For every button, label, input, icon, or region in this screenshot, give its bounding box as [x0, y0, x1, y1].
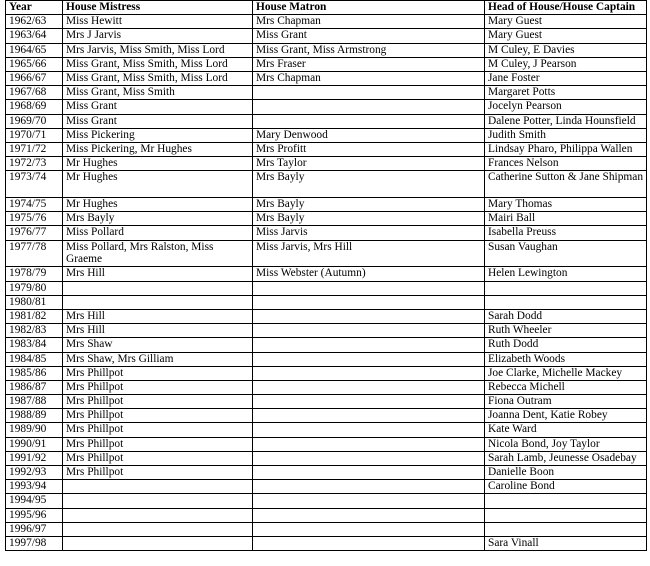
cell-head-of-house: Mary Guest: [485, 29, 647, 43]
house-staff-table: [5, 0, 647, 551]
cell-year: 1963/64: [6, 29, 63, 43]
cell-house-mistress: Mrs Phillpot: [63, 395, 253, 409]
cell-year: 1966/67: [6, 71, 63, 85]
cell-house-matron: [253, 423, 485, 437]
cell-house-matron: [253, 451, 485, 465]
table-row: [6, 71, 647, 85]
cell-house-matron: [253, 324, 485, 338]
cell-house-mistress: Miss Pickering: [63, 128, 253, 142]
cell-house-matron: [253, 522, 485, 536]
cell-year: 1971/72: [6, 142, 63, 156]
cell-year: 1987/88: [6, 395, 63, 409]
cell-house-matron: [253, 437, 485, 451]
table-row: [6, 100, 647, 114]
cell-house-matron: [253, 409, 485, 423]
house-staff-table-container: [5, 0, 647, 551]
cell-house-mistress: [63, 281, 253, 295]
cell-head-of-house: Susan Vaughan: [485, 240, 647, 267]
table-row: [6, 395, 647, 409]
cell-head-of-house: Sarah Lamb, Jeunesse Osadebay: [485, 451, 647, 465]
cell-house-matron: [253, 100, 485, 114]
cell-head-of-house: Sara Vinall: [485, 536, 647, 550]
cell-year: 1964/65: [6, 43, 63, 57]
table-row: [6, 494, 647, 508]
cell-house-matron: [253, 395, 485, 409]
cell-year: 1974/75: [6, 198, 63, 212]
table-row: [6, 338, 647, 352]
table-header: [6, 1, 647, 15]
cell-year: 1976/77: [6, 226, 63, 240]
header-row: [6, 1, 647, 15]
cell-year: 1996/97: [6, 522, 63, 536]
cell-head-of-house: [485, 522, 647, 536]
cell-year: 1982/83: [6, 324, 63, 338]
cell-house-mistress: Mrs Hill: [63, 324, 253, 338]
cell-house-matron: Mrs Chapman: [253, 71, 485, 85]
cell-head-of-house: M Culey, J Pearson: [485, 57, 647, 71]
cell-head-of-house: [485, 494, 647, 508]
cell-year: 1981/82: [6, 309, 63, 323]
table-row: [6, 57, 647, 71]
cell-head-of-house: Dalene Potter, Linda Hounsfield: [485, 114, 647, 128]
cell-house-matron: Mrs Profitt: [253, 142, 485, 156]
cell-house-matron: [253, 480, 485, 494]
cell-house-mistress: Mrs Phillpot: [63, 466, 253, 480]
table-row: [6, 212, 647, 226]
table-row: [6, 281, 647, 295]
cell-year: 1989/90: [6, 423, 63, 437]
table-row: [6, 43, 647, 57]
cell-head-of-house: Joe Clarke, Michelle Mackey: [485, 366, 647, 380]
cell-house-mistress: Mrs Bayly: [63, 212, 253, 226]
cell-house-mistress: Mr Hughes: [63, 171, 253, 198]
table-row: [6, 352, 647, 366]
table-row: [6, 437, 647, 451]
table-row: [6, 508, 647, 522]
table-row: [6, 466, 647, 480]
cell-head-of-house: Elizabeth Woods: [485, 352, 647, 366]
cell-year: 1984/85: [6, 352, 63, 366]
table-row: [6, 142, 647, 156]
cell-year: 1970/71: [6, 128, 63, 142]
cell-house-mistress: Mrs Phillpot: [63, 423, 253, 437]
cell-year: 1991/92: [6, 451, 63, 465]
cell-house-mistress: Miss Pollard: [63, 226, 253, 240]
cell-house-matron: Mrs Bayly: [253, 171, 485, 198]
cell-house-mistress: Mrs Hill: [63, 309, 253, 323]
cell-head-of-house: Rebecca Michell: [485, 380, 647, 394]
cell-year: 1988/89: [6, 409, 63, 423]
cell-house-matron: [253, 508, 485, 522]
cell-house-mistress: Miss Hewitt: [63, 15, 253, 29]
cell-house-mistress: [63, 494, 253, 508]
cell-house-mistress: Mrs J Jarvis: [63, 29, 253, 43]
cell-year: 1995/96: [6, 508, 63, 522]
table-row: [6, 240, 647, 267]
header-house-mistress: House Mistress: [63, 1, 253, 15]
cell-head-of-house: Margaret Potts: [485, 86, 647, 100]
cell-house-matron: Mrs Fraser: [253, 57, 485, 71]
cell-year: 1986/87: [6, 380, 63, 394]
cell-house-matron: Miss Jarvis, Mrs Hill: [253, 240, 485, 267]
cell-house-mistress: Miss Grant, Miss Smith, Miss Lord: [63, 57, 253, 71]
table-row: [6, 226, 647, 240]
cell-year: 1993/94: [6, 480, 63, 494]
cell-year: 1985/86: [6, 366, 63, 380]
cell-head-of-house: [485, 295, 647, 309]
table-row: [6, 409, 647, 423]
cell-year: 1994/95: [6, 494, 63, 508]
table-row: [6, 86, 647, 100]
table-row: [6, 267, 647, 281]
cell-house-mistress: Mr Hughes: [63, 157, 253, 171]
cell-head-of-house: Jocelyn Pearson: [485, 100, 647, 114]
cell-house-mistress: Miss Grant: [63, 114, 253, 128]
cell-head-of-house: Ruth Dodd: [485, 338, 647, 352]
cell-house-matron: [253, 295, 485, 309]
cell-house-mistress: Miss Pollard, Mrs Ralston, Miss Graeme: [63, 240, 253, 267]
cell-head-of-house: Frances Nelson: [485, 157, 647, 171]
cell-house-matron: [253, 366, 485, 380]
cell-house-mistress: [63, 295, 253, 309]
cell-house-mistress: Miss Grant: [63, 100, 253, 114]
cell-house-mistress: Mrs Phillpot: [63, 366, 253, 380]
cell-house-mistress: Mr Hughes: [63, 198, 253, 212]
header-head-of-house: Head of House/House Captain: [485, 1, 647, 15]
cell-house-matron: Mrs Taylor: [253, 157, 485, 171]
cell-house-mistress: Mrs Phillpot: [63, 437, 253, 451]
cell-house-mistress: Mrs Phillpot: [63, 409, 253, 423]
table-row: [6, 171, 647, 198]
cell-house-matron: Miss Grant: [253, 29, 485, 43]
cell-house-matron: [253, 466, 485, 480]
cell-house-mistress: [63, 480, 253, 494]
cell-year: 1983/84: [6, 338, 63, 352]
cell-head-of-house: M Culey, E Davies: [485, 43, 647, 57]
cell-year: 1969/70: [6, 114, 63, 128]
cell-house-matron: Miss Jarvis: [253, 226, 485, 240]
cell-head-of-house: Fiona Outram: [485, 395, 647, 409]
cell-house-mistress: Miss Grant, Miss Smith: [63, 86, 253, 100]
cell-year: 1972/73: [6, 157, 63, 171]
cell-head-of-house: Jane Foster: [485, 71, 647, 85]
cell-house-mistress: [63, 508, 253, 522]
table-row: [6, 451, 647, 465]
cell-head-of-house: Sarah Dodd: [485, 309, 647, 323]
cell-year: 1992/93: [6, 466, 63, 480]
cell-house-matron: [253, 536, 485, 550]
cell-year: 1978/79: [6, 267, 63, 281]
table-row: [6, 128, 647, 142]
cell-house-mistress: Mrs Shaw: [63, 338, 253, 352]
cell-head-of-house: [485, 508, 647, 522]
table-row: [6, 157, 647, 171]
cell-house-matron: [253, 309, 485, 323]
table-row: [6, 15, 647, 29]
table-row: [6, 423, 647, 437]
cell-head-of-house: Mary Guest: [485, 15, 647, 29]
cell-house-matron: Miss Grant, Miss Armstrong: [253, 43, 485, 57]
cell-head-of-house: Helen Lewington: [485, 267, 647, 281]
cell-head-of-house: Catherine Sutton & Jane Shipman: [485, 171, 647, 198]
cell-head-of-house: Mairi Ball: [485, 212, 647, 226]
cell-year: 1997/98: [6, 536, 63, 550]
table-row: [6, 198, 647, 212]
cell-head-of-house: Mary Thomas: [485, 198, 647, 212]
cell-house-matron: [253, 281, 485, 295]
cell-house-mistress: [63, 522, 253, 536]
table-body: [6, 15, 647, 551]
cell-house-matron: Mrs Bayly: [253, 212, 485, 226]
cell-house-mistress: [63, 536, 253, 550]
cell-year: 1973/74: [6, 171, 63, 198]
cell-house-matron: [253, 86, 485, 100]
cell-house-matron: Mrs Chapman: [253, 15, 485, 29]
cell-house-mistress: Miss Pickering, Mr Hughes: [63, 142, 253, 156]
cell-year: 1979/80: [6, 281, 63, 295]
cell-head-of-house: Kate Ward: [485, 423, 647, 437]
cell-house-mistress: Mrs Hill: [63, 267, 253, 281]
cell-year: 1975/76: [6, 212, 63, 226]
cell-house-matron: [253, 352, 485, 366]
cell-year: 1965/66: [6, 57, 63, 71]
cell-head-of-house: Isabella Preuss: [485, 226, 647, 240]
cell-year: 1990/91: [6, 437, 63, 451]
table-row: [6, 295, 647, 309]
table-row: [6, 536, 647, 550]
table-row: [6, 309, 647, 323]
cell-head-of-house: [485, 281, 647, 295]
cell-head-of-house: Ruth Wheeler: [485, 324, 647, 338]
cell-house-mistress: Miss Grant, Miss Smith, Miss Lord: [63, 71, 253, 85]
cell-year: 1962/63: [6, 15, 63, 29]
header-year: Year: [6, 1, 63, 15]
table-row: [6, 522, 647, 536]
cell-head-of-house: Nicola Bond, Joy Taylor: [485, 437, 647, 451]
cell-house-mistress: Mrs Jarvis, Miss Smith, Miss Lord: [63, 43, 253, 57]
cell-year: 1968/69: [6, 100, 63, 114]
table-row: [6, 29, 647, 43]
cell-head-of-house: Caroline Bond: [485, 480, 647, 494]
cell-house-matron: [253, 338, 485, 352]
cell-house-mistress: Mrs Shaw, Mrs Gilliam: [63, 352, 253, 366]
cell-head-of-house: Danielle Boon: [485, 466, 647, 480]
table-row: [6, 366, 647, 380]
cell-head-of-house: Lindsay Pharo, Philippa Wallen: [485, 142, 647, 156]
cell-house-matron: [253, 494, 485, 508]
cell-house-matron: [253, 380, 485, 394]
cell-house-matron: Mrs Bayly: [253, 198, 485, 212]
cell-house-matron: Mary Denwood: [253, 128, 485, 142]
cell-house-mistress: Mrs Phillpot: [63, 451, 253, 465]
cell-year: 1967/68: [6, 86, 63, 100]
header-house-matron: House Matron: [253, 1, 485, 15]
cell-head-of-house: Joanna Dent, Katie Robey: [485, 409, 647, 423]
cell-house-matron: Miss Webster (Autumn): [253, 267, 485, 281]
table-row: [6, 380, 647, 394]
table-row: [6, 324, 647, 338]
cell-head-of-house: Judith Smith: [485, 128, 647, 142]
cell-year: 1980/81: [6, 295, 63, 309]
cell-year: 1977/78: [6, 240, 63, 267]
cell-house-matron: [253, 114, 485, 128]
cell-house-mistress: Mrs Phillpot: [63, 380, 253, 394]
table-row: [6, 114, 647, 128]
table-row: [6, 480, 647, 494]
